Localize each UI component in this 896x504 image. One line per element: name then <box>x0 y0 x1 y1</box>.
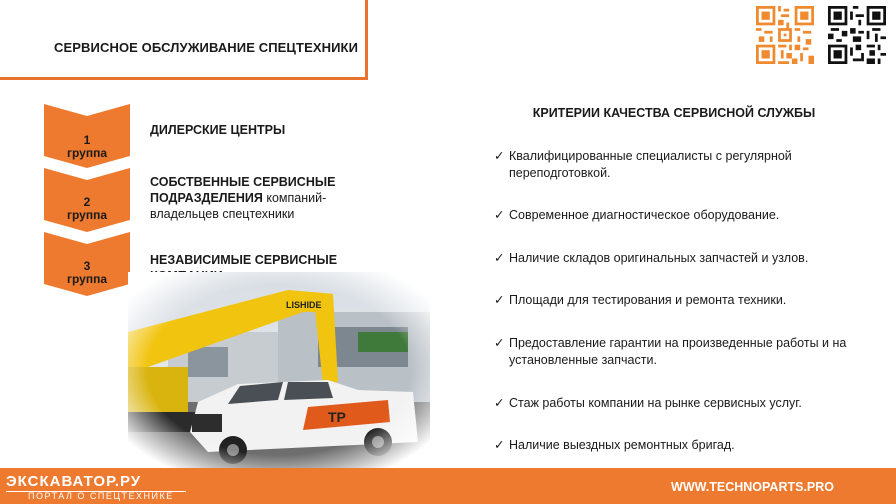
group-2-title-text: СОБСТВЕННЫЕ СЕРВИСНЫЕ ПОДРАЗДЕЛЕНИЯ <box>150 175 336 205</box>
group-2-subtitle: компаний-владельцев спецтехники <box>150 191 327 221</box>
criteria-item-text: Площади для тестирования и ремонта техники. <box>509 293 787 307</box>
qr-code-black-icon[interactable] <box>828 6 886 64</box>
checkmark-icon: ✓ <box>494 208 505 222</box>
criteria-item-text: Квалифицированные специалисты с регулярной переподготовкой. <box>509 149 792 180</box>
group-2-title <box>150 174 370 222</box>
group-2-number: 2 <box>83 195 91 209</box>
criteria-item-text: Предоставление гарантии на произведенные работы и на установленные запчасти. <box>509 336 847 367</box>
page-title: СЕРВИСНОЕ ОБСЛУЖИВАНИЕ СПЕЦТЕХНИКИ <box>54 40 359 55</box>
group-3-number: 3 <box>83 259 91 273</box>
group-1-title <box>150 122 350 138</box>
group-3-title-text: НЕЗАВИСИМЫЕ СЕРВИСНЫЕ <box>150 253 338 267</box>
service-photo <box>128 272 430 468</box>
criteria-item-text: Наличие выездных ремонтных бригад. <box>509 438 735 452</box>
group-1-title-text: ДИЛЕРСКИЕ ЦЕНТРЫ <box>150 123 286 137</box>
criteria-item-text: Современное диагностическое оборудование. <box>509 208 780 222</box>
criteria-item-text: Наличие складов оригинальных запчастей и узлов. <box>509 251 809 265</box>
checkmark-icon: ✓ <box>494 293 505 307</box>
group-1-badge <box>44 104 130 168</box>
footer-bar <box>0 468 896 504</box>
group-2-badge <box>44 168 130 232</box>
criteria-title: КРИТЕРИИ КАЧЕСТВА СЕРВИСНОЙ СЛУЖБЫ <box>532 106 816 120</box>
checkmark-icon: ✓ <box>494 396 505 410</box>
group-3-label: группа <box>66 272 107 286</box>
checkmark-icon: ✓ <box>494 251 505 265</box>
group-1-number: 1 <box>83 133 91 147</box>
qr-code-orange-icon[interactable] <box>756 6 814 64</box>
logo-main-text: ЭКСКАВАТОР.РУ <box>6 473 142 490</box>
group-3-badge <box>44 232 130 296</box>
group-1-label: группа <box>66 146 107 160</box>
group-2-label: группа <box>66 208 107 222</box>
website-link[interactable]: WWW.TECHNOPARTS.PRO <box>671 480 834 494</box>
footer-logo[interactable] <box>6 473 186 501</box>
checkmark-icon: ✓ <box>494 438 505 452</box>
logo-sub-text: ПОРТАЛ О СПЕЦТЕХНИКЕ <box>28 491 174 501</box>
criteria-item-text: Стаж работы компании на рынке сервисных услуг. <box>509 396 802 410</box>
checkmark-icon: ✓ <box>494 149 505 163</box>
checkmark-icon: ✓ <box>494 336 505 350</box>
